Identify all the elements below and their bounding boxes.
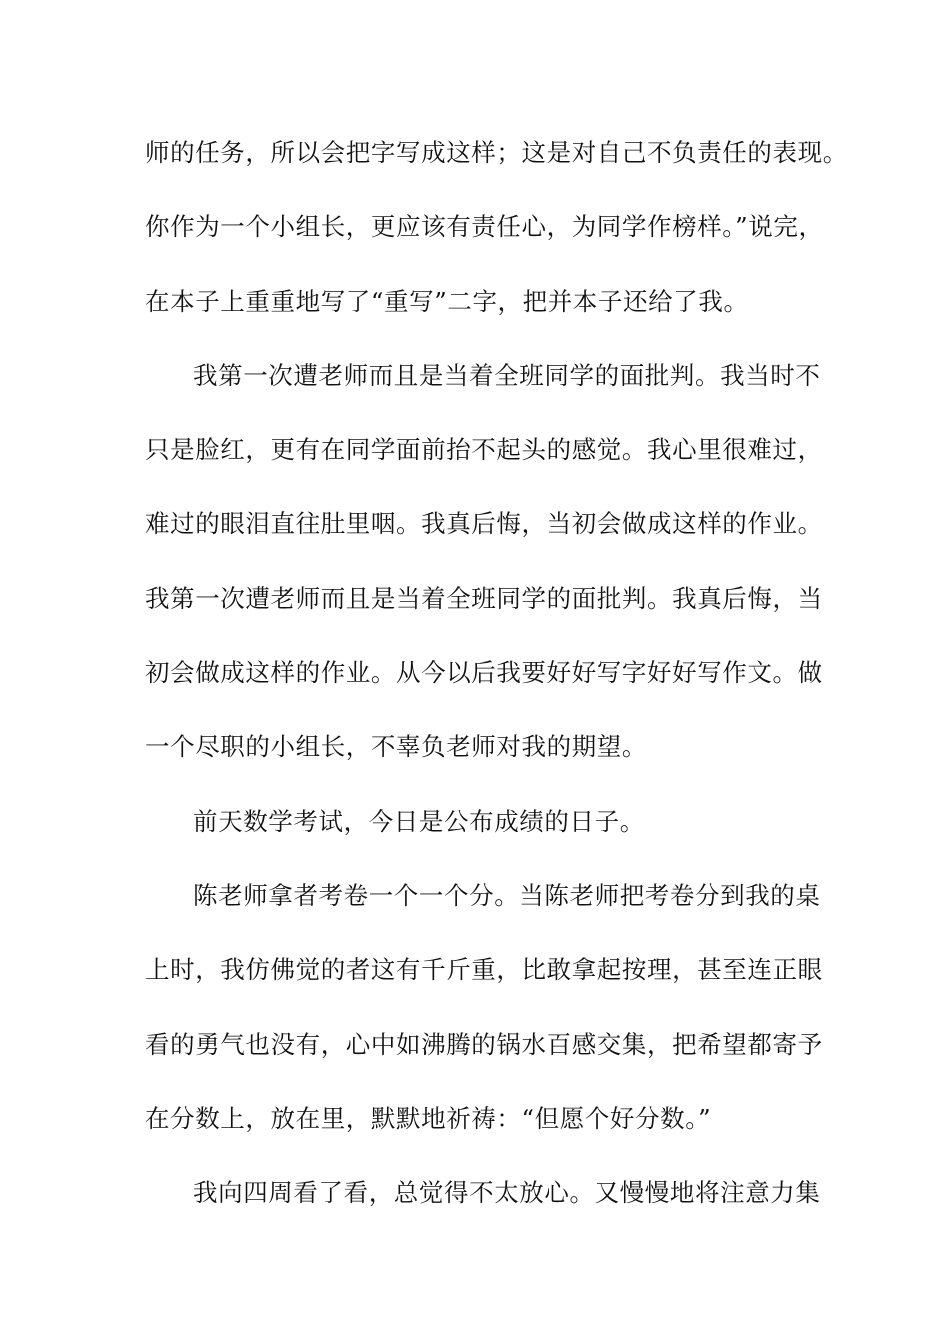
text-line: 上时，我仿佛觉的者这有千斤重，比敢拿起按理，甚至连正眼: [145, 955, 823, 985]
paragraph-start-line: 我第一次遭老师而且是当着全班同学的面批判。我当时不: [193, 360, 821, 390]
text-line: 一个尽职的小组长，不辜负老师对我的期望。: [145, 732, 647, 762]
text-line: 在本子上重重地写了“重写”二字，把并本子还给了我。: [145, 286, 749, 316]
text-body: [145, 131, 848, 1245]
text-line: 我第一次遭老师而且是当着全班同学的面批判。我真后悔，当: [145, 583, 823, 613]
text-line: 只是脸红，更有在同学面前抬不起头的感觉。我心里很难过，: [145, 435, 823, 465]
text-line: 你作为一个小组长，更应该有责任心，为同学作榜样。”说完，: [145, 212, 824, 242]
text-line: 看的勇气也没有，心中如沸腾的锅水百感交集，把希望都寄予: [145, 1029, 823, 1059]
paragraph-start-line: 前天数学考试，今日是公布成绩的日子。: [193, 806, 645, 836]
paragraph-start-line: 陈老师拿者考卷一个一个分。当陈老师把考卷分到我的桌: [193, 880, 821, 910]
text-line: 难过的眼泪直往肚里咽。我真后悔，当初会做成这样的作业。: [145, 509, 823, 539]
paragraph-start-line: 我向四周看了看，总觉得不太放心。又慢慢地将注意力集: [193, 1178, 821, 1208]
text-line: 师的任务，所以会把字写成这样；这是对自己不负责任的表现。: [145, 138, 848, 167]
text-line: 初会做成这样的作业。从今以后我要好好写字好好写作文。做: [145, 658, 823, 688]
text-line: 在分数上，放在里，默默地祈祷：“但愿个好分数。”: [145, 1103, 712, 1133]
